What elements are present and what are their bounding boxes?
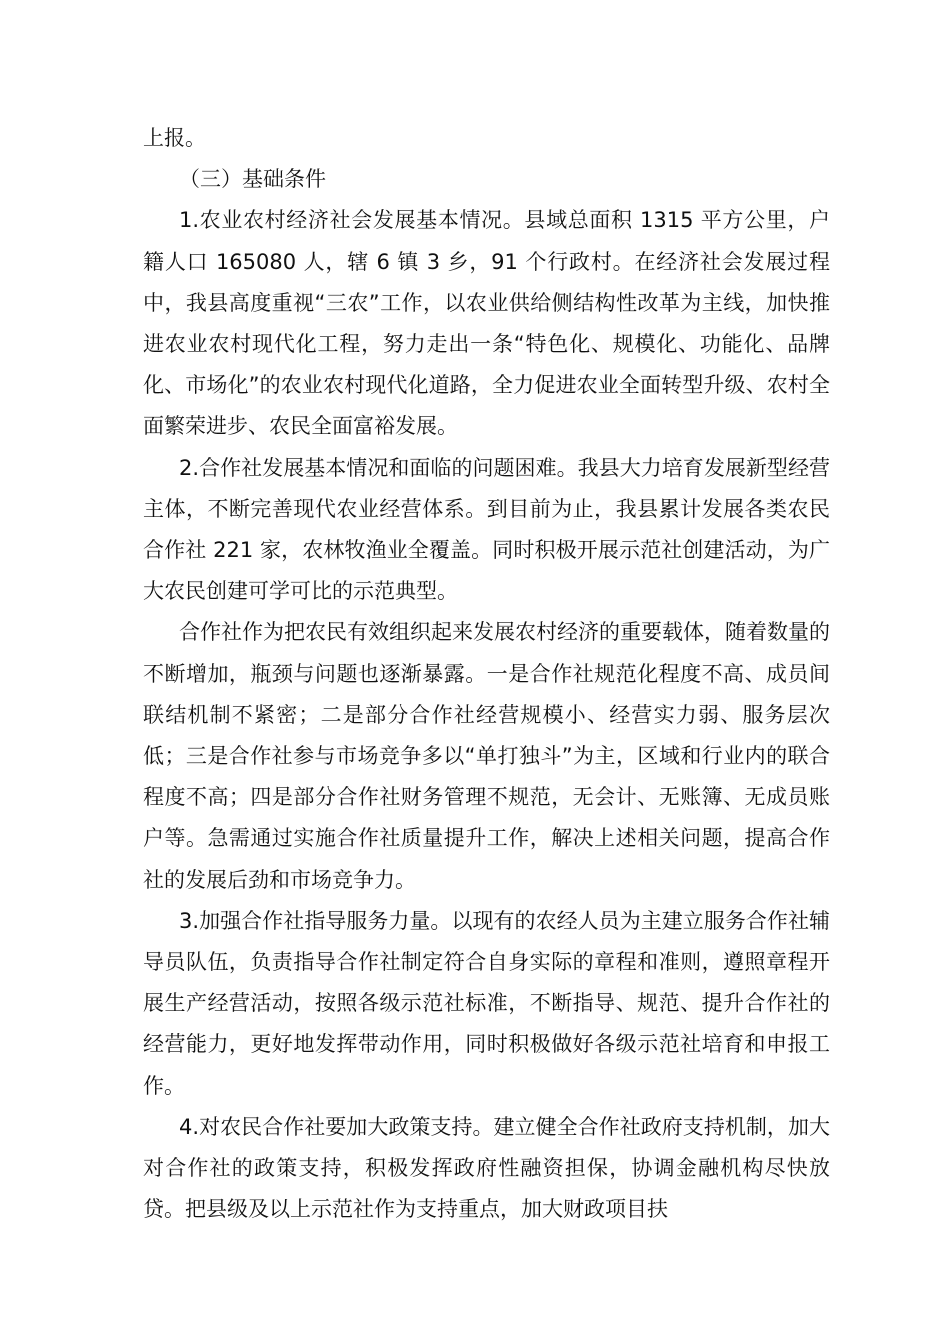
paragraph-rural-economy: 1.农业农村经济社会发展基本情况。县域总面积 1315 平方公里，户籍人口 165080 人，辖 6 镇 3 乡，91 个行政村。在经济社会发展过程中，我县高度重视“三农”工作，以农业供给侧结构性改革为主线，加快推进农业农村现代化工程，努力走出一条“特色化、规模化、功能化、品牌化、市场化”的农业农村现代化道路，全力促进农业全面转型升级、农村全面繁荣进步、农民全面富裕发展。: [143, 208, 830, 439]
paragraph-cooperative-problems: 合作社作为把农民有效组织起来发展农村经济的重要载体，随着数量的不断增加，瓶颈与问题也逐渐暴露。一是合作社规范化程度不高、成员间联结机制不紧密；二是部分合作社经营规模小、经营实力弱、服务层次低；三是合作社参与市场竞争多以“单打独斗”为主，区域和行业内的联合程度不高；四是部分合作社财务管理不规范，无会计、无账簿、无成员账户等。急需通过实施合作社质量提升工作，解决上述相关问题，提高合作社的发展后劲和市场竞争力。: [143, 620, 830, 892]
section-heading: （三）基础条件: [179, 167, 326, 192]
document-body: [143, 118, 830, 1230]
paragraph-guidance-services: 3.加强合作社指导服务力量。以现有的农经人员为主建立服务合作社辅导员队伍，负责指导合作社制定符合自身实际的章程和准则，遵照章程开展生产经营活动，按照各级示范社标准，不断指导、规范、提升合作社的经营能力，更好地发挥带动作用，同时积极做好各级示范社培育和申报工作。: [143, 908, 830, 1098]
paragraph-policy-support: 4.对农民合作社要加大政策支持。建立健全合作社政府支持机制，加大对合作社的政策支持，积极发挥政府性融资担保，协调金融机构尽快放贷。把县级及以上示范社作为支持重点，加大财政项目扶: [143, 1114, 830, 1222]
paragraph-continuation: 上报。: [143, 126, 206, 150]
paragraph-cooperative-status: 2.合作社发展基本情况和面临的问题困难。我县大力培育发展新型经营主体，不断完善现代农业经营体系。到目前为止，我县累计发展各类农民合作社 221 家，农林牧渔业全覆盖。同时积极开展示范社创建活动，为广大农民创建可学可比的示范典型。: [143, 455, 830, 604]
